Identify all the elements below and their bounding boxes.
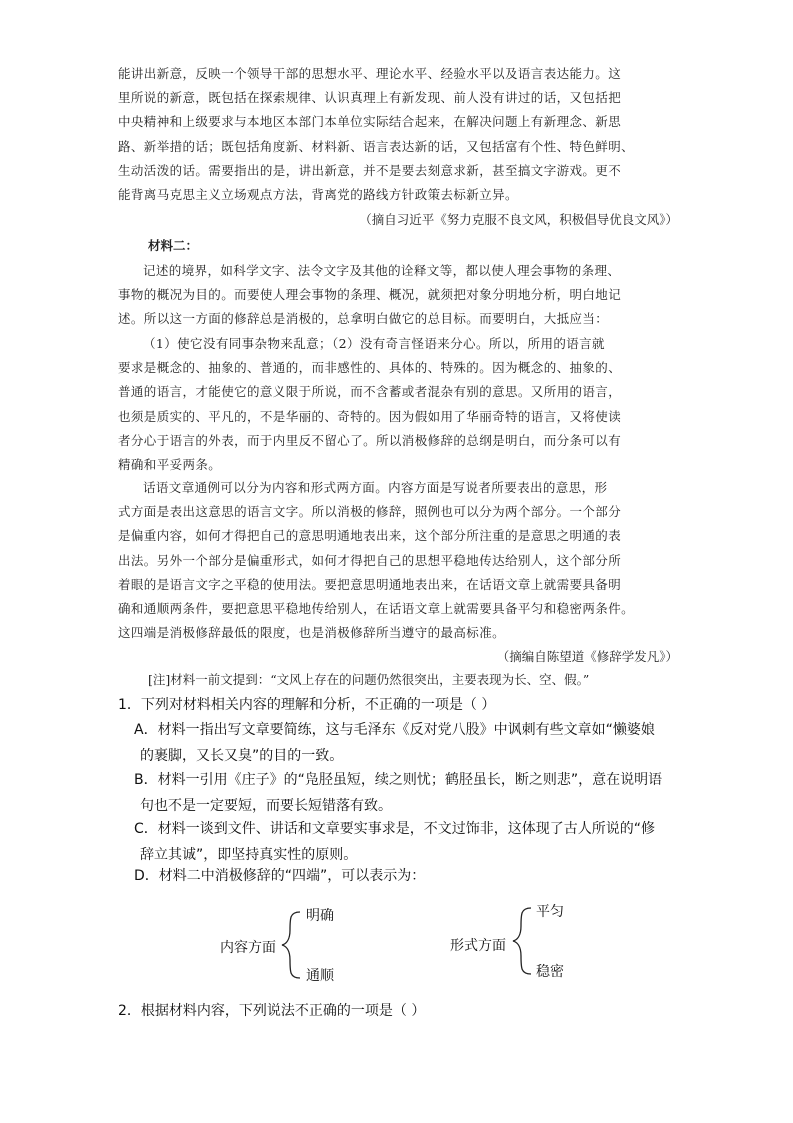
text-line: 能背离马克思主义立场观点方法，背离党的路线方针政策去标新立异。 bbox=[118, 187, 518, 203]
note-text: [注]材料一前文提到：“文风上存在的问题仍然很突出，主要表现为长、空、假。” bbox=[148, 672, 590, 687]
material1-source: （摘自习近平《努力克服不良文风，积极倡导优良文风》） bbox=[359, 212, 678, 227]
text-line: （1）使它没有同事杂物来乱意；（2）没有奇言怪语来分心。所以，所用的语言就 bbox=[143, 336, 605, 351]
clarity-label: 明确 bbox=[306, 908, 334, 924]
material2-paragraph-1 bbox=[118, 259, 678, 332]
question-1-stem: 1．下列对材料相关内容的理解和分析，不正确的一项是（ ） bbox=[118, 697, 496, 713]
text-line: 也须是质实的、平凡的，不是华丽的、奇特的。因为假如用了华丽奇特的语言，又将使读 bbox=[118, 408, 622, 424]
option-line: 辞立其诚”，即坚持真实性的原则。 bbox=[140, 847, 358, 863]
question-1-option-d bbox=[134, 863, 694, 889]
material2-paragraph-2 bbox=[118, 332, 678, 477]
text-line: 这四端是消极修辞最低的限度，也是消极修辞所当遵守的最高标准。 bbox=[118, 625, 506, 641]
text-line: 普通的语言，才能使它的意义限于所说，而不含蓄或者混杂有别的意思。又所用的语言， bbox=[118, 384, 622, 400]
fluency-label: 通顺 bbox=[306, 968, 334, 984]
material1-tail-paragraph bbox=[118, 62, 678, 207]
text-line: 确和通顺两条件，要把意思平稳地传给别人，在话语文章上就需要具备平匀和稳密两条件。 bbox=[118, 601, 635, 617]
precision-label: 稳密 bbox=[536, 964, 564, 980]
question-1-option-b bbox=[134, 767, 694, 819]
text-line: 事物的概况为目的。而要使人理会事物的条理、概况，就须把对象分明地分析，明白地记 bbox=[118, 287, 622, 303]
evenness-label: 平匀 bbox=[536, 904, 564, 920]
question-1-option-c bbox=[134, 816, 694, 868]
four-ends-diagram bbox=[210, 900, 610, 990]
text-line: 精确和平妥两条。 bbox=[118, 457, 222, 473]
option-line: D．材料二中消极修辞的“四端”，可以表示为： bbox=[134, 868, 426, 884]
text-line: 里所说的新意，既包括在探索规律、认识真理上有新发现、前人没有讲过的话，又包括把 bbox=[118, 90, 622, 106]
material2-source: （摘编自陈望道《修辞学发凡》） bbox=[496, 649, 678, 664]
text-line: 出法。另外一个部分是偏重形式，如何才得把自己的思想平稳地传达给别人，这个部分所 bbox=[118, 552, 622, 568]
option-line: 句也不是一定要短，而要长短错落有致。 bbox=[140, 798, 392, 814]
text-line: 是偏重内容，如何才得把自己的意思明通地表出来，这个部分所注重的是意思之明通的表 bbox=[118, 528, 622, 544]
option-line: A．材料一指出写文章要简练，这与毛泽东《反对党八股》中讽刺有些文章如“懒婆娘 bbox=[134, 722, 655, 738]
text-line: 能讲出新意，反映一个领导干部的思想水平、理论水平、经验水平以及语言表达能力。这 bbox=[118, 66, 622, 81]
text-line: 生动活泼的话。需要指出的是，讲出新意，并不是要去刻意求新，甚至搞文字游戏。更不 bbox=[118, 162, 622, 178]
text-line: 中央精神和上级要求与本地区本部门本单位实际结合起来，在解决问题上有新理念、新思 bbox=[118, 114, 622, 130]
left-brace-icon bbox=[282, 912, 300, 978]
text-line: 着眼的是语言文字之平稳的使用法。要把意思明通地表出来，在话语文章上就需要具备明 bbox=[118, 576, 622, 592]
option-line: C．材料一谈到文件、讲话和文章要实事求是，不文过饰非，这体现了古人所说的“修 bbox=[134, 821, 656, 837]
text-line: 话语文章通例可以分为内容和形式两方面。内容方面是写说者所要表出的意思，形 bbox=[143, 480, 608, 495]
text-line: 式方面是表出这意思的语言文字。所以消极的修辞，照例也可以分为两个部分。一个部分 bbox=[118, 504, 622, 520]
right-brace-icon bbox=[513, 908, 531, 974]
question-1-option-a bbox=[134, 717, 694, 769]
option-line: B．材料一引用《庄子》的“凫胫虽短，续之则忧；鹤胫虽长，断之则悲”，意在说明语 bbox=[134, 772, 663, 788]
text-line: 述。所以这一方面的修辞总是消极的，总拿明白做它的总目标。而要明白，大抵应当： bbox=[118, 311, 609, 327]
text-line: 者分心于语言的外表，而于内里反不留心了。所以消极修辞的总纲是明白，而分条可以有 bbox=[118, 432, 622, 448]
text-line: 路、新举措的话；既包括角度新、材料新、语言表达新的话，又包括富有个性、特色鲜明、 bbox=[118, 138, 635, 154]
material2-heading: 材料二： bbox=[148, 238, 199, 253]
text-line: 要求是概念的、抽象的、普通的，而非感性的、具体的、特殊的。因为概念的、抽象的、 bbox=[118, 360, 622, 376]
text-line: 记述的境界，如科学文字、法令文字及其他的诠释文等，都以使人理会事物的条理、 bbox=[143, 263, 621, 278]
form-aspect-label: 形式方面 bbox=[450, 938, 506, 954]
question-2-stem: 2．根据材料内容，下列说法不正确的一项是（ ） bbox=[118, 1003, 426, 1019]
option-line: 的裹脚，又长又臭”的目的一致。 bbox=[140, 748, 344, 764]
material2-paragraph-3 bbox=[118, 476, 678, 645]
content-aspect-label: 内容方面 bbox=[220, 940, 276, 956]
